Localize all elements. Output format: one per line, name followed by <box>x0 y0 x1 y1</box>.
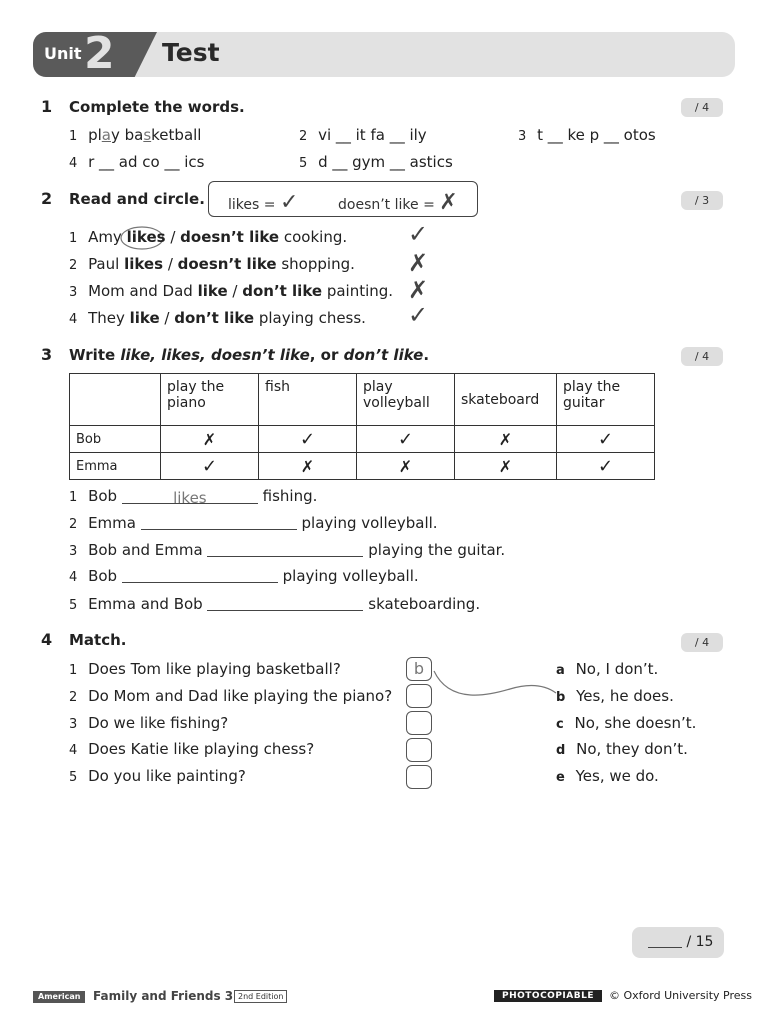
footer-edition: 2nd Edition <box>234 990 287 1003</box>
s2-item-4[interactable]: 4 They like / don’t like playing chess. <box>69 309 366 327</box>
s4-question-2: 2 Do Mom and Dad like playing the piano? <box>69 687 393 705</box>
legend-dislikes: doesn’t like = ✗ <box>338 190 458 215</box>
section-4-number: 4 <box>41 630 53 649</box>
s2-item-4-option-1[interactable]: like <box>129 309 160 327</box>
s3-item-3: 3 Bob and Emma playing the guitar. <box>69 541 506 559</box>
s4-answer-a: a No, I don’t. <box>556 660 659 678</box>
s2-item-2-option-2[interactable]: doesn’t like <box>177 255 277 273</box>
s3-item-5: 5 Emma and Bob skateboarding. <box>69 595 481 613</box>
likes-table <box>69 373 655 480</box>
s2-item-2-option-1[interactable]: likes <box>124 255 164 273</box>
table-header-cell: play the guitar <box>557 374 655 426</box>
s3-item-4: 4 Bob playing volleyball. <box>69 567 419 585</box>
match-line-icon <box>430 665 560 710</box>
s2-item-3-option-2[interactable]: don’t like <box>242 282 323 300</box>
section-2-number: 2 <box>41 189 53 208</box>
section-4-score: / 4 <box>681 633 723 652</box>
footer-publisher: © Oxford University Press <box>609 989 753 1002</box>
footer-photocopiable: PHOTOCOPIABLE <box>494 990 602 1002</box>
section-3-title: Write like, likes, doesn’t like, or don’t like. <box>69 346 430 364</box>
section-1-title: Complete the words. <box>69 98 245 116</box>
table-cell: ✗ <box>455 453 557 480</box>
table-row-name: Emma <box>70 453 161 480</box>
section-4-title: Match. <box>69 631 127 649</box>
table-header-cell: play the piano <box>161 374 259 426</box>
s3-item-4-answer-input[interactable] <box>122 568 278 583</box>
table-cell: ✓ <box>259 426 357 453</box>
s4-question-4: 4 Does Katie like playing chess? <box>69 740 315 758</box>
check-icon: ✓ <box>408 301 429 329</box>
cross-icon: ✗ <box>408 249 429 277</box>
s4-question-3: 3 Do we like fishing? <box>69 714 229 732</box>
s3-item-3-answer-input[interactable] <box>207 542 363 557</box>
s2-item-3-option-1[interactable]: like <box>197 282 228 300</box>
section-3-number: 3 <box>41 345 53 364</box>
s1-item-3[interactable]: 3 t __ ke p __ otos <box>518 126 656 144</box>
total-score-input[interactable] <box>648 935 682 948</box>
section-3-score: / 4 <box>681 347 723 366</box>
s3-item-2-answer-input[interactable] <box>141 515 297 530</box>
table-corner-cell <box>70 374 161 426</box>
footer-book-title: Family and Friends 3 <box>93 989 234 1003</box>
table-header-cell: skateboard <box>455 374 557 426</box>
s4-answer-b: b Yes, he does. <box>556 687 674 705</box>
s3-item-2: 2 Emma playing volleyball. <box>69 514 438 532</box>
check-icon: ✓ <box>279 190 299 215</box>
table-cell: ✗ <box>357 453 455 480</box>
table-cell: ✗ <box>161 426 259 453</box>
s2-item-4-option-2[interactable]: don’t like <box>174 309 255 327</box>
page-title: Test <box>162 38 220 67</box>
s3-item-1-answer: likes <box>122 489 258 504</box>
section-1-number: 1 <box>41 97 53 116</box>
s4-answer-box-2[interactable] <box>406 684 432 708</box>
s2-item-3[interactable]: 3 Mom and Dad like / don’t like painting. <box>69 282 394 300</box>
table-row <box>70 426 655 453</box>
s1-item-2[interactable]: 2 vi __ it fa __ ily <box>299 126 427 144</box>
table-cell: ✓ <box>357 426 455 453</box>
table-cell: ✗ <box>455 426 557 453</box>
s3-item-1: 1 Bob likes fishing. <box>69 487 318 507</box>
s2-item-1-option-1[interactable]: likes <box>126 228 166 246</box>
s2-item-2[interactable]: 2 Paul likes / doesn’t like shopping. <box>69 255 355 273</box>
section-2-title: Read and circle. <box>69 190 205 208</box>
s4-answer-c: c No, she doesn’t. <box>556 714 697 732</box>
table-row <box>70 453 655 480</box>
s3-item-5-answer-input[interactable] <box>207 596 363 611</box>
s4-question-1: 1 Does Tom like playing basketball? <box>69 660 341 678</box>
s4-answer-box-4[interactable] <box>406 738 432 762</box>
table-cell: ✗ <box>259 453 357 480</box>
cross-icon: ✗ <box>439 190 458 215</box>
section-1-score: / 4 <box>681 98 723 117</box>
total-score: / 15 <box>648 934 713 950</box>
s4-answer-d: d No, they don’t. <box>556 740 688 758</box>
s4-answer-box-5[interactable] <box>406 765 432 789</box>
table-cell: ✓ <box>557 426 655 453</box>
footer-badge: American <box>33 991 85 1003</box>
s2-item-1-option-2[interactable]: doesn’t like <box>180 228 280 246</box>
table-header-row <box>70 374 655 426</box>
s4-answer-box-1[interactable]: b <box>406 657 432 681</box>
table-header-cell: play volleyball <box>357 374 455 426</box>
unit-number: 2 <box>84 28 115 79</box>
table-header-cell: fish <box>259 374 357 426</box>
s2-item-1[interactable]: 1 Amy likes / doesn’t like cooking. <box>69 228 348 246</box>
s1-item-1-answer-b: s <box>143 126 152 144</box>
cross-icon: ✗ <box>408 276 429 304</box>
s1-item-4[interactable]: 4 r __ ad co __ ics <box>69 153 205 171</box>
check-icon: ✓ <box>408 220 429 248</box>
unit-label: Unit <box>44 44 82 63</box>
s4-question-5: 5 Do you like painting? <box>69 767 246 785</box>
table-row-name: Bob <box>70 426 161 453</box>
section-2-score: / 3 <box>681 191 723 210</box>
table-cell: ✓ <box>557 453 655 480</box>
s1-item-1: 1 play basketball <box>69 126 202 144</box>
table-cell: ✓ <box>161 453 259 480</box>
legend-likes: likes = ✓ <box>228 190 299 215</box>
s1-item-1-answer-a: a <box>101 126 111 144</box>
s4-answer-box-3[interactable] <box>406 711 432 735</box>
s4-answer-e: e Yes, we do. <box>556 767 659 785</box>
s1-item-5[interactable]: 5 d __ gym __ astics <box>299 153 453 171</box>
